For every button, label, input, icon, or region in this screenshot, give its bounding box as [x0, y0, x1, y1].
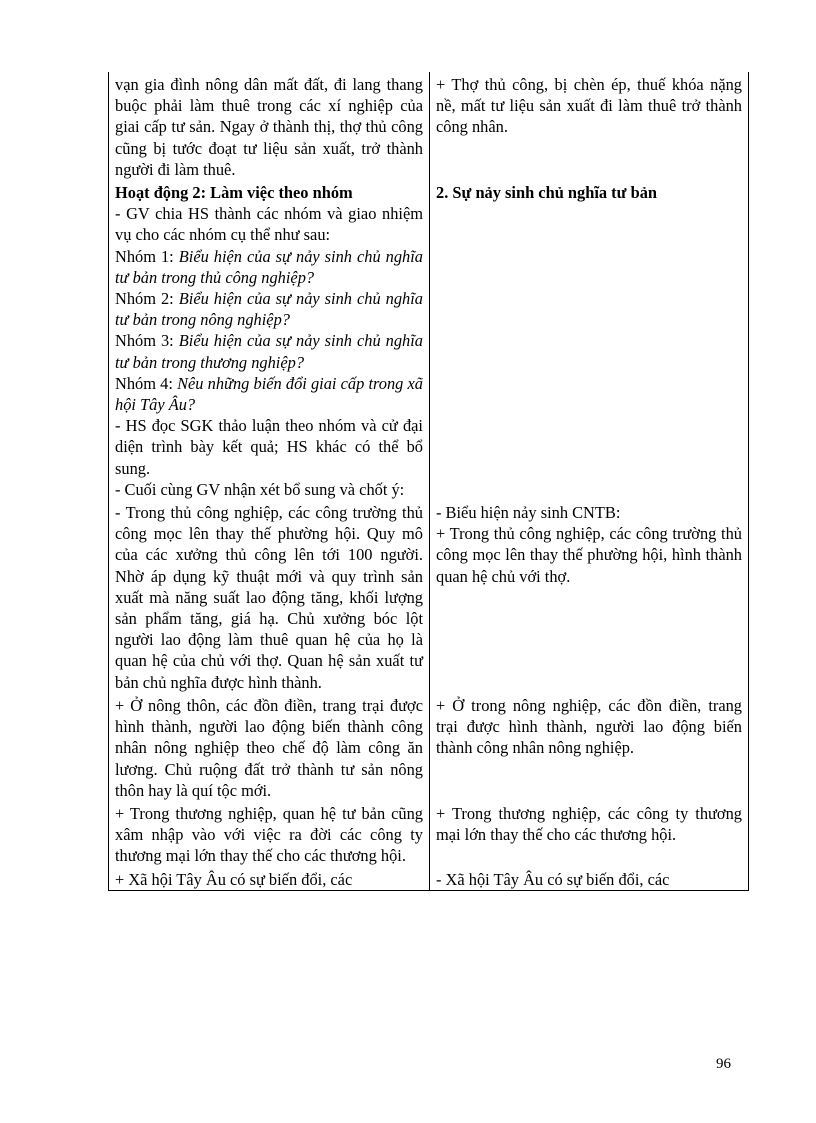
paragraph: - Cuối cùng GV nhận xét bổ sung và chốt ý:: [115, 479, 405, 499]
left-cell: [109, 72, 430, 180]
group-question: Nêu những biến đổi giai cấp trong xã hội Tây Âu?: [115, 373, 424, 415]
activity-heading: Hoạt động 2: Làm việc theo nhóm: [115, 183, 353, 203]
group-task: [115, 246, 423, 288]
paragraph: vạn gia đình nông dân mất đất, đi lang thang buộc phải làm thuê trong các xí nghiệp của giai cấp tư sản. Ngay ở thành thị, thợ thủ công cũng bị tước đoạt tư liệu sản xuất, trở thành người đi làm thuê.: [115, 75, 423, 179]
paragraph: + Thợ thủ công, bị chèn ép, thuế khóa nặng nề, mất tư liệu sản xuất đi làm thuê trở thành công nhân.: [436, 75, 742, 137]
paragraph: - Trong thủ công nghiệp, các công trường thủ công mọc lên thay thế phường hội. Quy mô của các xưởng thủ công lên tới 100 người. Nhờ áp dụng kỹ thuật mới và quy trình sản xuất mà năng suất lao động tăng, khối lượng sản phẩm tăng, giá hạ. Chủ xưởng bóc lột người lao động làm thuê quan hệ của họ là quan hệ của chủ với thợ. Quan hệ sản xuất tư bản chủ nghĩa được hình thành.: [115, 503, 423, 692]
section-heading: 2. Sự nảy sinh chủ nghĩa tư bản: [436, 183, 658, 203]
right-cell: [430, 72, 749, 180]
table-row: [109, 801, 749, 867]
group-label: Nhóm 3:: [115, 331, 174, 351]
paragraph: + Trong thủ công nghiệp, các công trường thủ công mọc lên thay thế phường hội, hình thành quan hệ chủ với thợ.: [436, 524, 742, 586]
left-cell: [109, 180, 430, 500]
right-cell: [430, 867, 749, 891]
paragraph: + Trong thương nghiệp, quan hệ tư bản cũng xâm nhập vào với việc ra đời các công ty thương mại lớn thay thế cho các thương hội.: [115, 803, 423, 866]
left-cell: [109, 801, 430, 867]
lesson-table: [108, 72, 749, 891]
group-question: Biểu hiện của sự nảy sinh chủ nghĩa tư bản trong thương nghiệp?: [115, 331, 423, 372]
group-label: Nhóm 2:: [115, 289, 174, 309]
group-label: Nhóm 4:: [115, 373, 173, 393]
page-number: 96: [716, 1056, 731, 1072]
left-cell: [109, 500, 430, 693]
left-cell: [109, 867, 430, 891]
right-cell: [430, 500, 749, 693]
left-cell: [109, 693, 430, 801]
right-cell: [430, 180, 749, 500]
right-cell: [430, 693, 749, 801]
paragraph: + Xã hội Tây Âu có sự biến đổi, các: [115, 869, 353, 889]
paragraph: + Ở trong nông nghiệp, các đồn điền, trang trại được hình thành, người lao động biến thành công nhân nông nghiệp.: [436, 695, 742, 758]
paragraph: - GV chia HS thành các nhóm và giao nhiệm vụ cho các nhóm cụ thể như sau:: [115, 204, 423, 245]
group-label: Nhóm 1:: [115, 246, 174, 266]
paragraph: + Ở nông thôn, các đồn điền, trang trại được hình thành, người lao động biến thành công nhân nông nghiệp theo chế độ làm công ăn lương. Chủ ruộng đất trở thành tư sản nông thôn hay là quí tộc mới.: [115, 695, 423, 800]
group-task: [115, 288, 423, 330]
group-question: Biểu hiện của sự nảy sinh chủ nghĩa tư bản trong nông nghiệp?: [115, 289, 423, 330]
table-row: [109, 500, 749, 693]
paragraph: - HS đọc SGK thảo luận theo nhóm và cử đại diện trình bày kết quả; HS khác có thể bổ sung.: [115, 416, 423, 478]
paragraph: + Trong thương nghiệp, các công ty thương mại lớn thay thế cho các thương hội.: [436, 803, 742, 845]
table-row: [109, 693, 749, 801]
right-cell: [430, 801, 749, 867]
table-row: [109, 180, 749, 500]
table-row: [109, 72, 749, 180]
group-question: Biểu hiện của sự nảy sinh chủ nghĩa tư bản trong thủ công nghiệp?: [115, 246, 423, 287]
paragraph: - Biểu hiện nảy sinh CNTB:: [436, 503, 621, 523]
group-task: [115, 373, 423, 415]
group-task: [115, 330, 423, 372]
table-row: [109, 867, 749, 891]
paragraph: - Xã hội Tây Âu có sự biến đổi, các: [436, 869, 670, 889]
